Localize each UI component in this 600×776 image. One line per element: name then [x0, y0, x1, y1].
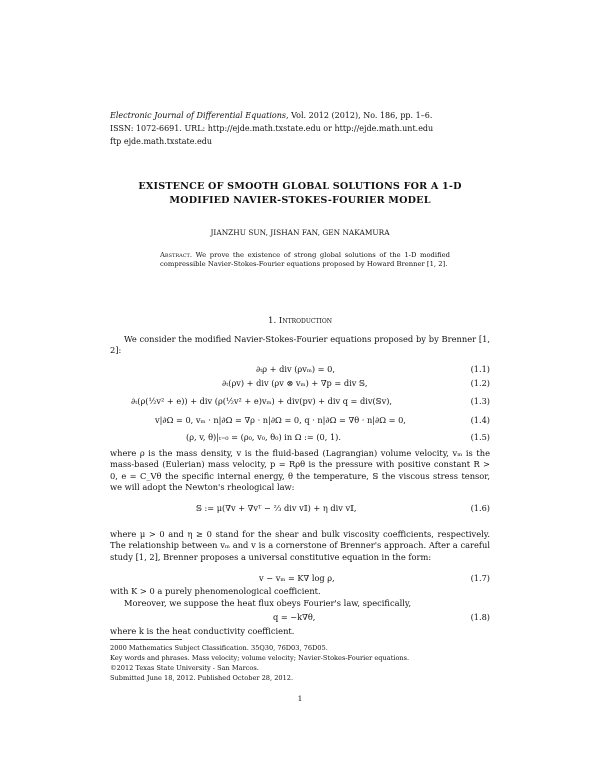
abstract-label: Abstract. — [160, 251, 193, 259]
footnote-copyright: ©2012 Texas State University - San Marcos. — [110, 664, 259, 672]
equation-number: (1.4) — [470, 415, 490, 425]
journal-name: Electronic Journal of Differential Equations — [110, 111, 287, 120]
equation-1-2: ∂ₜ(ρv) + div (ρv ⊗ vₘ) + ∇p = div 𝕊, — [222, 378, 368, 388]
equation-number: (1.8) — [470, 612, 490, 622]
footnote-msc: 2000 Mathematics Subject Classification. 35Q30, 76D03, 76D05. — [110, 644, 328, 652]
footnote-submitted: Submitted June 18, 2012. Published October 28, 2012. — [110, 674, 294, 682]
abstract-text: We prove the existence of strong global solutions of the 1-D modified compressible Navier-Stokes-Fourier equations proposed by Howard Brenner [1, 2]. — [160, 251, 450, 268]
equation-1-4: v|∂Ω = 0, vₘ · n|∂Ω = ∇ρ · n|∂Ω = 0, q · n|∂Ω = ∇θ · n|∂Ω = 0, — [155, 415, 406, 425]
equation-number: (1.3) — [470, 396, 490, 406]
equation-1-7: v − vₘ = K∇ log ρ, — [259, 573, 335, 583]
intro-paragraph: We consider the modified Navier-Stokes-Fourier equations proposed by by Brenner [1, 2]: — [110, 334, 490, 356]
coefficient-paragraph: with K > 0 a purely phenomenological coefficient. — [110, 586, 321, 596]
heat-flux-paragraph: Moreover, we suppose the heat flux obeys Fourier's law, specifically, — [124, 598, 412, 608]
authors: JIANZHU SUN, JISHAN FAN, GEN NAKAMURA — [210, 228, 390, 237]
paper-title-line2: MODIFIED NAVIER-STOKES-FOURIER MODEL — [169, 195, 431, 206]
page-number: 1 — [297, 694, 303, 703]
footnote-keywords: Key words and phrases. Mass velocity; volume velocity; Navier-Stokes-Fourier equations. — [110, 654, 410, 662]
paper-title-line1: EXISTENCE OF SMOOTH GLOBAL SOLUTIONS FOR A 1-D — [138, 181, 462, 192]
equation-number: (1.6) — [470, 503, 490, 513]
issn-line: ISSN: 1072-6691. URL: http://ejde.math.txstate.edu or http://ejde.math.unt.edu — [110, 124, 434, 133]
equation-number: (1.7) — [470, 573, 490, 583]
equation-1-5: (ρ, v, θ)|ₜ₌₀ = (ρ₀, v₀, θ₀) in Ω := (0, 1). — [186, 432, 341, 442]
viscosity-paragraph: where μ > 0 and η ≥ 0 stand for the shear and bulk viscosity coefficients, respectively. The relationship between vₘ and v is a cornerstone of Brenner's approach. After a careful study [1, 2], Brenner proposes a universal constitutive equation in the form: — [110, 529, 490, 562]
section-heading — [0, 316, 600, 326]
conductivity-paragraph: where k is the heat conductivity coefficient. — [110, 626, 295, 636]
equation-number: (1.2) — [470, 378, 490, 388]
equation-1-8: q = −k∇θ, — [273, 612, 316, 622]
section-title: Introduction — [278, 316, 333, 326]
equation-number: (1.1) — [470, 364, 490, 374]
journal-volume: , Vol. 2012 (2012), No. 186, pp. 1–6. — [286, 111, 433, 120]
equation-1-1: ∂ₜρ + div (ρvₘ) = 0, — [256, 364, 335, 374]
footnote-rule — [110, 639, 182, 640]
equation-1-6: 𝕊 := μ(∇v + ∇vᵀ − ⅔ div v𝕀) + η div v𝕀, — [196, 503, 357, 513]
section-number: 1. — [267, 316, 277, 326]
equation-number: (1.5) — [470, 432, 490, 442]
definitions-paragraph: where ρ is the mass density, v is the fluid-based (Lagrangian) volume velocity, vₘ is the mass-based (Eulerian) mass velocity, p = Rρθ is the pressure with positive constant R > 0, e = C_Vθ the specific internal energy, θ the temperature, 𝕊 the viscous stress tensor, we will adopt the Newton's rheological law: — [110, 448, 490, 492]
equation-1-3: ∂ₜ(ρ(½v² + e)) + div (ρ(½v² + e)vₘ) + div(pv) + div q = div(𝕊v), — [131, 396, 393, 406]
abstract — [160, 251, 450, 269]
ftp-line: ftp ejde.math.txstate.edu — [110, 137, 213, 146]
journal-header — [110, 111, 432, 121]
